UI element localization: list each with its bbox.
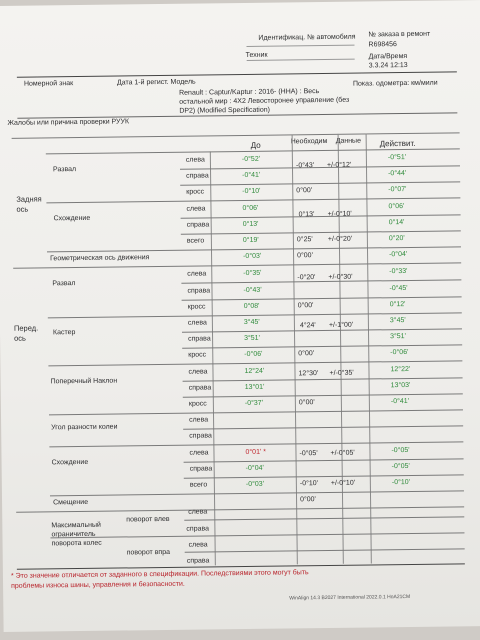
row-before-value: 13°01' bbox=[244, 383, 265, 391]
group-front: Перед. ось bbox=[13, 323, 39, 343]
row-needed-value: 0°00' bbox=[297, 302, 314, 310]
row-before-value: -0°37' bbox=[244, 399, 264, 407]
row-section-label: Развал bbox=[52, 280, 76, 288]
limiter-right-2: справа bbox=[186, 557, 210, 565]
rear-toe-data: +/-0°10' bbox=[327, 210, 352, 218]
row-section-label: Смещение bbox=[53, 498, 89, 507]
group-rear: Задняя ось bbox=[16, 194, 42, 214]
row-rule bbox=[184, 474, 464, 478]
row-rule bbox=[182, 344, 462, 348]
row-before-value: -0°41' bbox=[242, 171, 261, 180]
vin-label: Идентификац. № автомобиля bbox=[258, 33, 356, 42]
caster-needed: 4°24' bbox=[299, 322, 316, 330]
odometer-label: Показ. одометра: км/мили bbox=[352, 79, 438, 88]
row-before-value: 0°08' bbox=[243, 302, 260, 310]
inclination-data: +/-0°35' bbox=[329, 369, 354, 377]
row-side-label: кросс bbox=[187, 303, 206, 311]
row-section-label: Геометрическая ось движения bbox=[50, 254, 150, 263]
limiter-left-2: слева bbox=[188, 541, 208, 549]
order-value: R698456 bbox=[368, 41, 397, 49]
row-section-label: Поперечный Наклон bbox=[50, 377, 118, 386]
row-side-label: слева bbox=[185, 156, 205, 164]
row-section-label: Кастер bbox=[52, 329, 76, 337]
row-rule bbox=[184, 458, 464, 462]
limiter-left-1: слева bbox=[188, 508, 208, 516]
row-actual-value: -0°44' bbox=[388, 170, 407, 178]
row-side-label: всего bbox=[189, 481, 208, 489]
row-actual-value: 3°51' bbox=[390, 333, 406, 341]
vin-underline bbox=[247, 45, 355, 47]
row-rule bbox=[181, 230, 461, 234]
datetime-value: 3.3.24 12:13 bbox=[368, 61, 408, 70]
row-needed-value: 0°00' bbox=[300, 496, 316, 504]
row-actual-value: -0°05' bbox=[391, 462, 410, 471]
row-before-value: 0°06' bbox=[242, 204, 259, 213]
row-side-label: кросс bbox=[188, 351, 207, 359]
datetime-label: Дата/Время bbox=[368, 52, 408, 61]
footnote-line-2: проблемы износа шины, управления и безопасности. bbox=[11, 580, 185, 590]
row-data-value: +/-0°10' bbox=[330, 479, 356, 487]
row-actual-value: 0°12' bbox=[389, 301, 406, 309]
col-data: Данные bbox=[335, 137, 362, 145]
footnote-line-1: * Это значение отличается от заданного в спецификации. Последствиями этого могут быть bbox=[10, 569, 309, 580]
row-before-value: 0°13' bbox=[242, 220, 259, 229]
front-toe-needed: -0°05' bbox=[299, 450, 318, 458]
row-actual-value: 0°06' bbox=[388, 203, 405, 211]
row-needed-value: 0°00' bbox=[296, 187, 313, 195]
row-needed-value: 0°00' bbox=[297, 252, 313, 260]
header-rule bbox=[17, 71, 457, 77]
row-needed-value: -0°10' bbox=[299, 480, 319, 488]
row-side-label: справа bbox=[188, 384, 212, 392]
row-rule bbox=[183, 425, 463, 429]
row-rule bbox=[183, 377, 463, 381]
row-needed-value: 0°00' bbox=[298, 350, 315, 358]
plate-label: Номерной знак bbox=[23, 80, 74, 88]
front-camber-data: +/-0°30' bbox=[328, 273, 353, 281]
order-label: № заказа в ремонт bbox=[368, 30, 431, 39]
row-before-value: -0°52' bbox=[241, 155, 261, 164]
row-before-value: -0°10' bbox=[242, 187, 261, 196]
row-before-value: 0°01' * bbox=[245, 448, 266, 456]
table-top-rule bbox=[12, 132, 460, 138]
row-before-value: -0°35' bbox=[243, 269, 262, 277]
row-rule bbox=[16, 506, 464, 512]
row-rule bbox=[180, 181, 460, 185]
row-actual-value: 12°22' bbox=[390, 365, 411, 374]
row-side-label: слева bbox=[187, 270, 207, 278]
row-actual-value: -0°04' bbox=[389, 250, 408, 259]
row-side-label: слева bbox=[188, 368, 208, 376]
turn-right-label: поворот впра bbox=[126, 548, 171, 557]
row-section-label: Схождение bbox=[53, 214, 91, 223]
tech-label: Техник bbox=[245, 51, 268, 59]
row-actual-value: 0°20' bbox=[388, 235, 405, 243]
row-actual-value: -0°41' bbox=[390, 397, 410, 406]
row-actual-value: 0°14' bbox=[388, 219, 405, 227]
front-camber-needed: -0°20' bbox=[297, 274, 316, 282]
row-side-label: кросс bbox=[186, 188, 205, 196]
row-section-label: Развал bbox=[52, 166, 77, 174]
row-side-label: слева bbox=[187, 319, 207, 327]
limiter-label-2: ограничитель bbox=[51, 530, 96, 539]
turn-left-label: поворот влев bbox=[126, 515, 170, 524]
row-side-label: слева bbox=[189, 449, 209, 457]
row-needed-value: 0°00' bbox=[298, 399, 315, 407]
version-stamp: WinAlign 14.3 B2027 International 2022.0.1 HoA21CM bbox=[289, 593, 411, 602]
inclination-needed: 12°30' bbox=[298, 370, 319, 378]
row-side-label: справа bbox=[186, 221, 210, 229]
row-side-label: справа bbox=[187, 287, 211, 295]
row-side-label: справа bbox=[188, 335, 211, 343]
row-section-label: Угол разности колеи bbox=[51, 423, 118, 432]
limiter-label-3: поворота колес bbox=[51, 539, 102, 548]
caster-data: +/-1°00' bbox=[328, 321, 354, 329]
row-rule bbox=[181, 279, 461, 283]
row-actual-value: -0°10' bbox=[391, 478, 411, 487]
row-before-value: -0°03' bbox=[245, 480, 265, 488]
row-rule bbox=[49, 409, 463, 415]
row-before-value: 12°24' bbox=[244, 367, 265, 375]
row-actual-value: -0°07' bbox=[388, 185, 407, 194]
col-actual: Действит. bbox=[379, 138, 416, 149]
limiter-right-1: справа bbox=[186, 525, 210, 533]
model-line-3: DP2) (Modified Specification) bbox=[179, 106, 270, 115]
tech-underline bbox=[247, 59, 355, 61]
col-needed: Необходим bbox=[290, 137, 328, 146]
row-side-label: справа bbox=[186, 172, 209, 180]
limiter-rule-3 bbox=[185, 548, 465, 552]
limiter-rule-2 bbox=[50, 532, 464, 538]
row-actual-value: -0°33' bbox=[389, 267, 408, 276]
row-side-label: слева bbox=[186, 205, 206, 213]
col-before: До bbox=[250, 140, 261, 150]
row-data-value: +/-0°20' bbox=[327, 235, 353, 243]
col-divider-1 bbox=[210, 151, 216, 565]
row-rule bbox=[182, 296, 462, 300]
row-actual-value: 13°03' bbox=[390, 381, 411, 390]
row-before-value: 3°51' bbox=[244, 334, 260, 342]
complaint-label: Жалобы или причина проверки РУУК bbox=[7, 118, 130, 127]
row-before-value: -0°03' bbox=[243, 252, 262, 260]
row-side-label: справа bbox=[189, 465, 213, 473]
row-actual-value: -0°45' bbox=[389, 284, 408, 293]
rear-camber-data: +/-0°12' bbox=[326, 161, 352, 169]
rear-toe-needed: 0°13' bbox=[298, 211, 315, 219]
limiter-label-1: Максимальный bbox=[51, 521, 102, 530]
row-section-label: Схождение bbox=[51, 458, 89, 467]
row-before-value: 3°45' bbox=[243, 318, 260, 326]
rear-camber-needed: -0°43' bbox=[295, 162, 315, 170]
row-before-value: -0°04' bbox=[245, 464, 264, 472]
row-actual-value: -0°06' bbox=[390, 348, 409, 357]
row-actual-value: -0°51' bbox=[387, 154, 407, 162]
row-side-label: всего bbox=[186, 237, 205, 245]
row-rule bbox=[181, 214, 461, 218]
row-side-label: справа bbox=[189, 432, 212, 440]
model-line-1: Renault : Captur/Kaptur : 2016- (HHA) : Весь bbox=[179, 88, 320, 97]
row-rule bbox=[180, 165, 460, 169]
row-rule bbox=[182, 328, 462, 332]
row-side-label: кросс bbox=[188, 400, 207, 408]
row-actual-value: 3°45' bbox=[389, 317, 406, 325]
row-actual-value: -0°05' bbox=[391, 446, 410, 455]
model-line-2: остальной мир : 4X2 Левосторонее управление (без bbox=[179, 96, 350, 106]
row-before-value: 0°19' bbox=[242, 236, 259, 245]
regdate-label: Дата 1-й регист. Модель bbox=[116, 78, 196, 87]
row-before-value: -0°06' bbox=[244, 350, 263, 358]
row-side-label: слева bbox=[189, 416, 209, 424]
row-rule bbox=[50, 490, 464, 496]
limiter-rule-1 bbox=[184, 516, 464, 520]
row-before-value: -0°43' bbox=[243, 286, 262, 294]
row-needed-value: 0°25' bbox=[296, 236, 313, 244]
row-rule bbox=[183, 393, 463, 397]
front-toe-data: +/-0°05' bbox=[330, 449, 355, 457]
